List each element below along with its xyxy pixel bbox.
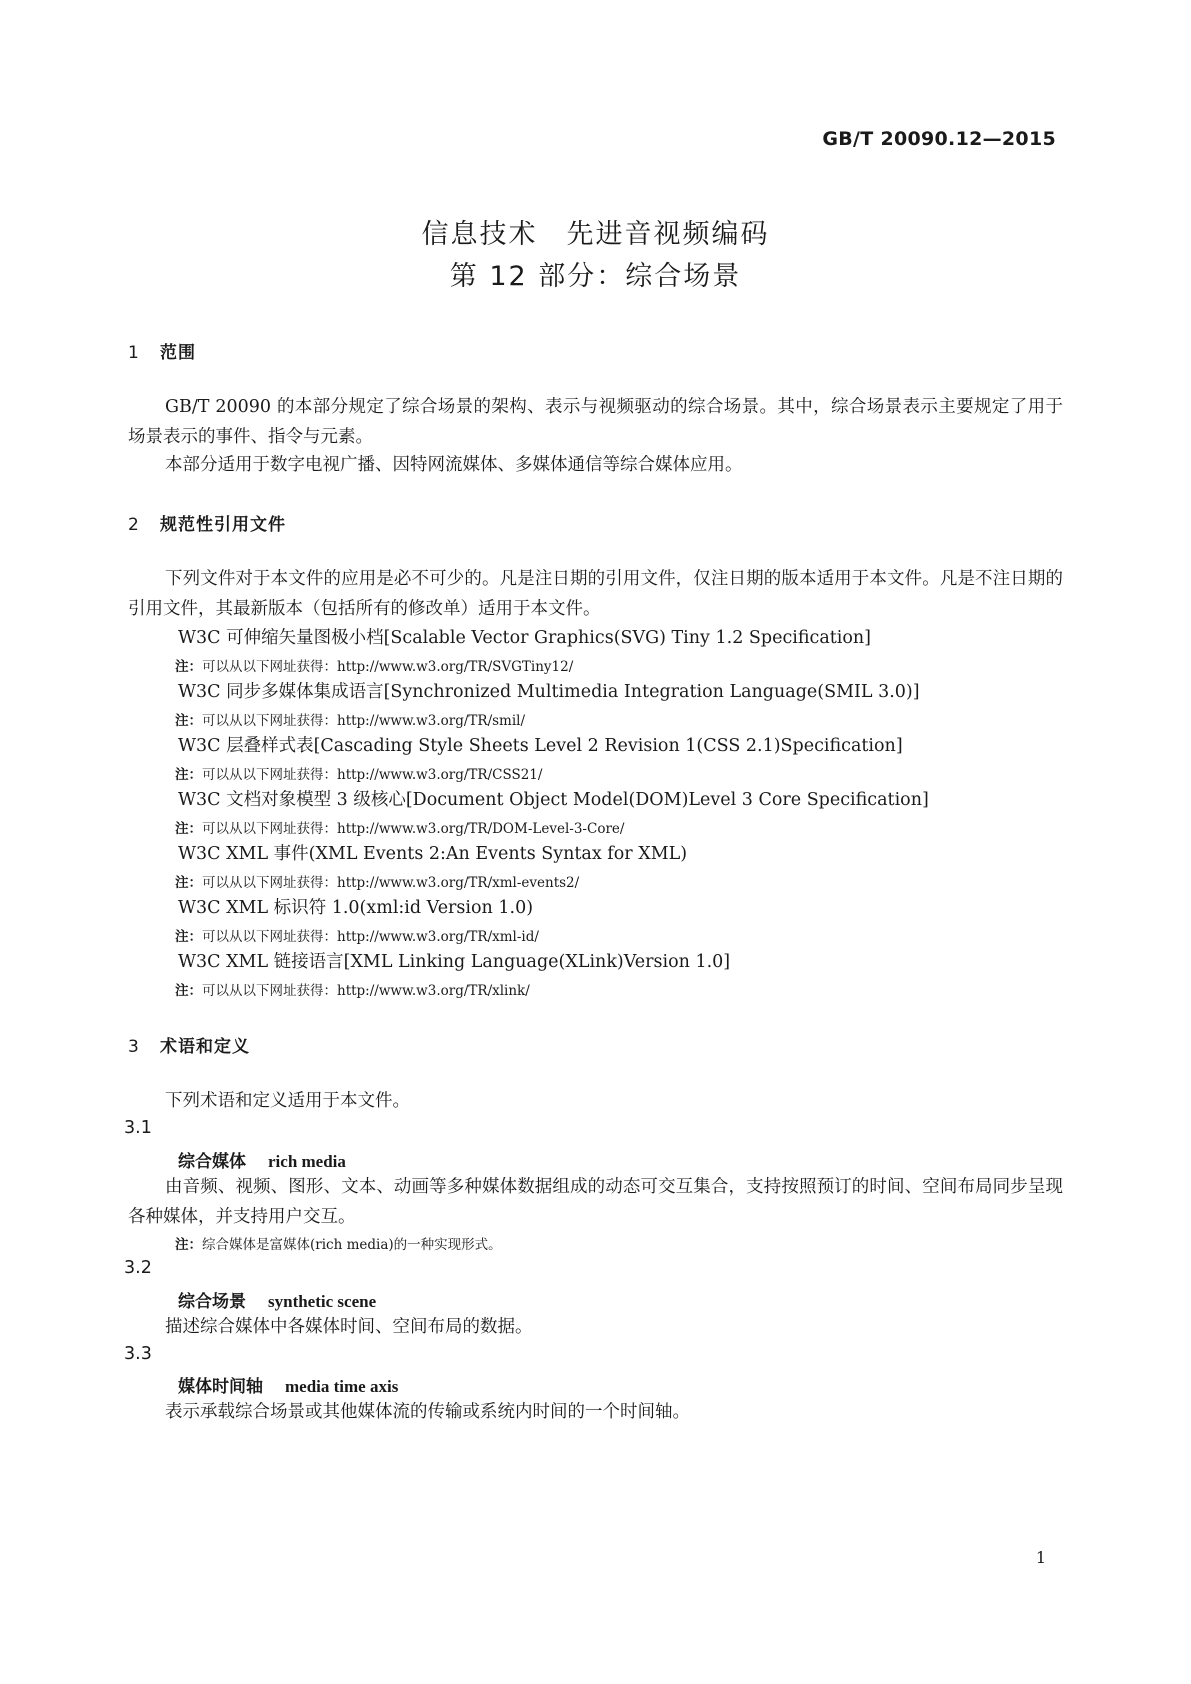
reference-item: W3C XML 标识符 1.0(xml:id Version 1.0) [178,898,534,918]
note-label: 注： [175,659,202,675]
page-number: 1 [1035,1548,1046,1567]
term-title [178,1372,398,1397]
note-label: 注： [175,767,202,783]
section-number: 3 [128,1037,140,1057]
section-2-paragraph-1: 下列文件对于本文件的应用是必不可少的。凡是注日期的引用文件，仅注日期的版本适用于本文件。凡是不注日期的引用文件，其最新版本（包括所有的修改单）适用于本文件。 [128,569,1063,619]
reference-note [175,979,530,999]
reference-item: W3C XML 事件(XML Events 2:An Events Syntax for XML) [178,844,688,864]
term-number: 3.1 [124,1118,152,1138]
term-en: rich media [268,1152,346,1171]
reference-item: W3C 层叠样式表[Cascading Style Sheets Level 2 Revision 1(CSS 2.1)Specification] [178,736,903,756]
reference-note [175,709,525,729]
section-number: 1 [128,343,140,363]
note-label: 注： [175,713,202,729]
section-number: 2 [128,515,140,535]
note-label: 注： [175,875,202,891]
term-title [178,1287,376,1312]
section-3-intro: 下列术语和定义适用于本文件。 [165,1091,410,1111]
note-label: 注： [175,821,202,837]
term-en: synthetic scene [268,1292,377,1311]
note-text: 可以从以下网址获得：http://www.w3.org/TR/xml-events2/ [202,875,580,891]
note-label: 注： [175,1237,202,1253]
note-label: 注： [175,983,202,999]
reference-note [175,655,573,675]
reference-note [175,763,542,783]
title-line-2: 第 12 部分：综合场景 [449,261,742,292]
reference-item: W3C 文档对象模型 3 级核心[Document Object Model(DOM)Level 3 Core Specification] [178,790,929,810]
section-2-heading [128,510,286,535]
section-title: 规范性引用文件 [160,515,286,535]
term-definition: 由音频、视频、图形、文本、动画等多种媒体数据组成的动态可交互集合，支持按照预订的时间、空间布局同步呈现各种媒体，并支持用户交互。 [128,1177,1063,1227]
note-text: 综合媒体是富媒体(rich media)的一种实现形式。 [202,1237,502,1253]
title-line-1: 信息技术 先进音视频编码 [421,219,770,250]
section-title: 范围 [160,343,196,363]
note-text: 可以从以下网址获得：http://www.w3.org/TR/smil/ [202,713,526,729]
note-text: 可以从以下网址获得：http://www.w3.org/TR/xlink/ [202,983,530,999]
term-definition: 描述综合媒体中各媒体时间、空间布局的数据。 [165,1317,533,1337]
term-zh: 媒体时间轴 [178,1377,263,1397]
term-number: 3.3 [124,1344,152,1364]
section-1-paragraph-2: 本部分适用于数字电视广播、因特网流媒体、多媒体通信等综合媒体应用。 [165,455,743,475]
reference-item: W3C 同步多媒体集成语言[Synchronized Multimedia Integration Language(SMIL 3.0)] [178,682,920,702]
section-1-heading [128,338,196,363]
reference-note [175,871,579,891]
section-title: 术语和定义 [160,1037,250,1057]
reference-note [175,817,624,837]
term-zh: 综合场景 [178,1292,246,1312]
reference-note [175,925,539,945]
term-note [175,1233,502,1253]
section-1-paragraph-1: GB/T 20090 的本部分规定了综合场景的架构、表示与视频驱动的综合场景。其中，综合场景表示主要规定了用于场景表示的事件、指令与元素。 [128,397,1063,447]
note-text: 可以从以下网址获得：http://www.w3.org/TR/xml-id/ [202,929,539,945]
term-number: 3.2 [124,1258,152,1278]
standard-number: GB/T 20090.12—2015 [822,128,1056,150]
note-label: 注： [175,929,202,945]
note-text: 可以从以下网址获得：http://www.w3.org/TR/CSS21/ [202,767,543,783]
reference-item: W3C XML 链接语言[XML Linking Language(XLink)Version 1.0] [178,952,731,972]
term-en: media time axis [285,1377,399,1396]
term-zh: 综合媒体 [178,1152,246,1172]
term-definition: 表示承载综合场景或其他媒体流的传输或系统内时间的一个时间轴。 [165,1402,690,1422]
reference-item: W3C 可伸缩矢量图极小档[Scalable Vector Graphics(SVG) Tiny 1.2 Specification] [178,628,872,648]
section-3-heading [128,1032,250,1057]
note-text: 可以从以下网址获得：http://www.w3.org/TR/SVGTiny12/ [202,659,574,675]
note-text: 可以从以下网址获得：http://www.w3.org/TR/DOM-Level-3-Core/ [202,821,625,837]
term-title [178,1147,346,1172]
